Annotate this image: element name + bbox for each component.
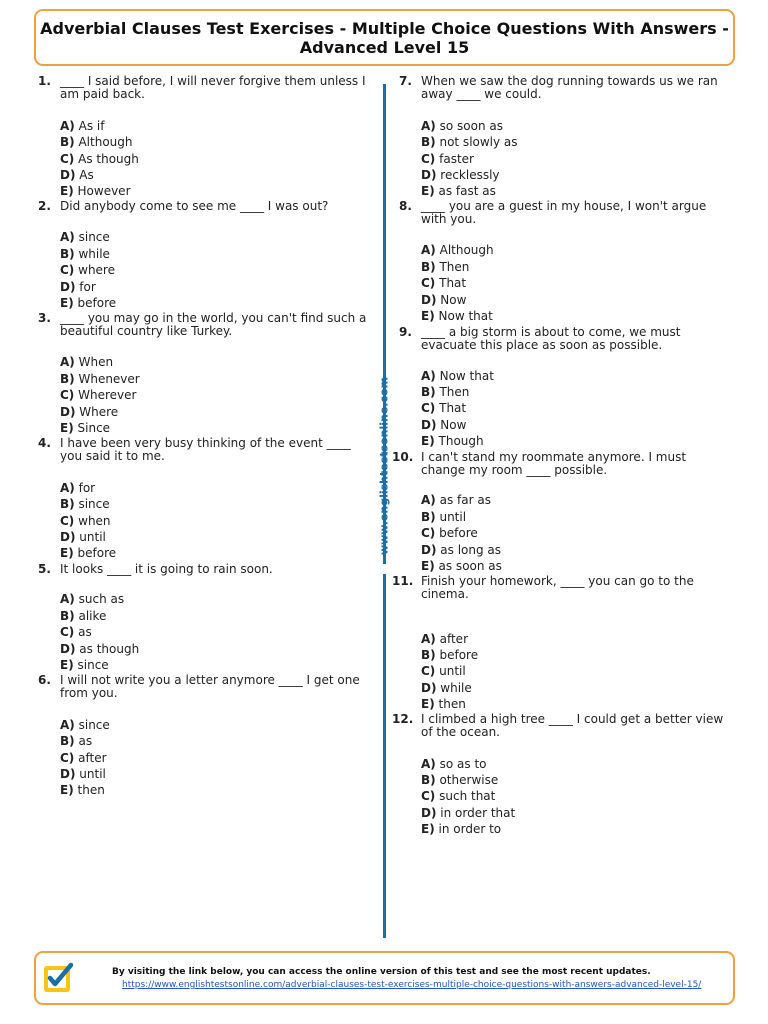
option-text: after <box>78 751 107 765</box>
answer-option[interactable] <box>60 373 140 386</box>
option-letter: D) <box>421 168 437 182</box>
option-letter: B) <box>60 609 75 623</box>
option-letter: E) <box>421 309 435 323</box>
answer-option[interactable] <box>421 790 495 803</box>
option-text: Then <box>439 260 470 274</box>
question-number: 1. <box>38 74 51 88</box>
option-letter: E) <box>60 184 74 198</box>
option-text: until <box>439 510 467 524</box>
answer-option[interactable] <box>60 153 139 166</box>
option-letter: B) <box>60 734 75 748</box>
answer-option[interactable] <box>421 665 466 678</box>
option-text: not slowly as <box>439 135 518 149</box>
option-text: As if <box>78 119 105 133</box>
option-letter: E) <box>60 296 74 310</box>
option-text: after <box>439 632 468 646</box>
option-letter: D) <box>60 767 76 781</box>
option-text: before <box>439 648 479 662</box>
answer-option[interactable] <box>421 494 491 507</box>
option-letter: D) <box>60 405 76 419</box>
answer-option[interactable] <box>421 758 486 771</box>
option-text: as <box>78 734 93 748</box>
option-letter: A) <box>421 493 436 507</box>
option-text: When <box>78 355 114 369</box>
option-letter: D) <box>60 280 76 294</box>
option-text: Though <box>438 434 484 448</box>
option-letter: B) <box>421 773 436 787</box>
option-text: as soon as <box>438 559 502 573</box>
answer-option[interactable] <box>60 610 106 623</box>
answer-option[interactable] <box>60 422 110 435</box>
option-text: as far as <box>439 493 491 507</box>
answer-option[interactable] <box>60 593 124 606</box>
option-letter: C) <box>60 263 75 277</box>
question-number: 12. <box>392 712 414 726</box>
answer-option[interactable] <box>421 633 468 646</box>
answer-option[interactable] <box>60 482 95 495</box>
option-text: Wherever <box>78 388 137 402</box>
answer-option[interactable] <box>60 406 118 419</box>
option-letter: E) <box>60 421 74 435</box>
option-text: for <box>78 481 96 495</box>
option-text: such that <box>439 789 496 803</box>
answer-option[interactable] <box>421 294 466 307</box>
option-letter: D) <box>421 806 437 820</box>
answer-option[interactable] <box>60 185 131 198</box>
question-text: ____ I said before, I will never forgive them unless I am paid back. <box>60 74 366 101</box>
answer-option[interactable] <box>421 370 494 383</box>
option-text: However <box>77 184 131 198</box>
option-letter: C) <box>60 152 75 166</box>
option-text: since <box>78 230 110 244</box>
watermark: www.englishtestsonline.com <box>377 376 391 556</box>
question-text: It looks ____ it is going to rain soon. <box>60 562 273 576</box>
option-letter: A) <box>60 355 75 369</box>
option-letter: D) <box>421 293 437 307</box>
option-text: where <box>78 263 115 277</box>
answer-option[interactable] <box>421 823 501 836</box>
option-text: while <box>78 247 110 261</box>
option-text: then <box>438 697 466 711</box>
answer-option[interactable] <box>421 136 518 149</box>
question-number: 8. <box>399 199 412 213</box>
option-text: as <box>78 625 92 639</box>
option-text: otherwise <box>439 773 499 787</box>
answer-option[interactable] <box>421 682 472 695</box>
answer-option[interactable] <box>421 310 493 323</box>
answer-option[interactable] <box>60 231 110 244</box>
option-letter: C) <box>421 152 436 166</box>
option-letter: D) <box>421 543 437 557</box>
option-letter: C) <box>421 401 436 415</box>
answer-option[interactable] <box>421 698 466 711</box>
option-letter: A) <box>60 592 75 606</box>
option-letter: B) <box>60 497 75 511</box>
option-letter: C) <box>421 276 436 290</box>
option-text: Although <box>78 135 133 149</box>
answer-option[interactable] <box>60 643 139 656</box>
option-letter: B) <box>60 372 75 386</box>
option-letter: D) <box>60 530 76 544</box>
option-letter: B) <box>421 135 436 149</box>
answer-option[interactable] <box>421 120 503 133</box>
answer-option[interactable] <box>60 389 136 402</box>
option-text: Now that <box>439 369 494 383</box>
answer-option[interactable] <box>60 281 96 294</box>
answer-option[interactable] <box>60 264 115 277</box>
answer-option[interactable] <box>421 169 500 182</box>
option-letter: B) <box>421 510 436 524</box>
option-text: until <box>439 664 466 678</box>
option-text: when <box>78 514 111 528</box>
option-letter: D) <box>421 418 437 432</box>
option-letter: C) <box>60 625 75 639</box>
answer-option[interactable] <box>421 544 501 557</box>
answer-option[interactable] <box>421 511 466 524</box>
answer-option[interactable] <box>421 277 466 290</box>
option-letter: D) <box>421 681 437 695</box>
question-number: 6. <box>38 673 51 687</box>
option-letter: E) <box>60 546 74 560</box>
answer-option[interactable] <box>60 768 106 781</box>
option-letter: A) <box>60 119 75 133</box>
question-text: Finish your homework, ____ you can go to the cinema. <box>421 574 694 601</box>
option-text: in order that <box>440 806 516 820</box>
question-text: ____ a big storm is about to come, we must evacuate this place as soon as possible. <box>421 325 681 352</box>
question-number: 3. <box>38 311 51 325</box>
question-text: ____ you are a guest in my house, I won't argue with you. <box>421 199 707 226</box>
option-text: Now that <box>438 309 493 323</box>
option-text: so soon as <box>439 119 503 133</box>
answer-option[interactable] <box>60 169 94 182</box>
option-text: before <box>77 546 117 560</box>
option-letter: A) <box>60 718 75 732</box>
option-letter: B) <box>421 385 436 399</box>
answer-option[interactable] <box>60 719 110 732</box>
option-text: since <box>78 497 110 511</box>
question-text: When we saw the dog running towards us we ran away ____ we could. <box>421 74 718 101</box>
option-letter: C) <box>421 789 436 803</box>
title-box <box>34 9 735 66</box>
option-letter: D) <box>60 168 76 182</box>
answer-option[interactable] <box>421 261 469 274</box>
option-text: as long as <box>440 543 502 557</box>
option-letter: A) <box>60 230 75 244</box>
option-text: as though <box>79 642 140 656</box>
option-text: until <box>79 767 106 781</box>
question-number: 7. <box>399 74 412 88</box>
option-text: then <box>77 783 105 797</box>
answer-option[interactable] <box>60 752 107 765</box>
option-letter: C) <box>421 526 436 540</box>
option-text: in order to <box>438 822 502 836</box>
page-title: Adverbial Clauses Test Exercises - Multiple Choice Questions With Answers - Advanced Level 15 <box>40 18 729 57</box>
option-letter: B) <box>421 648 436 662</box>
option-text: until <box>79 530 106 544</box>
option-letter: E) <box>421 559 435 573</box>
option-letter: D) <box>60 642 76 656</box>
option-text: since <box>78 718 110 732</box>
option-letter: E) <box>60 783 74 797</box>
question-text: I climbed a high tree ____ I could get a better view of the ocean. <box>421 712 724 739</box>
question-text: Did anybody come to see me ____ I was out? <box>60 199 329 213</box>
question-text: I will not write you a letter anymore ____ I get one from you. <box>60 673 360 700</box>
option-letter: E) <box>421 184 435 198</box>
option-letter: C) <box>60 751 75 765</box>
option-text: for <box>79 280 96 294</box>
question-text: I can't stand my roommate anymore. I must change my room ____ possible. <box>421 450 687 477</box>
answer-option[interactable] <box>421 402 466 415</box>
option-letter: B) <box>60 135 75 149</box>
option-text: Then <box>439 385 470 399</box>
answer-option[interactable] <box>60 498 110 511</box>
option-letter: E) <box>421 434 435 448</box>
footer-box <box>34 951 735 1005</box>
question-number: 2. <box>38 199 51 213</box>
option-text: As though <box>78 152 139 166</box>
option-letter: A) <box>421 757 436 771</box>
option-text: so as to <box>439 757 487 771</box>
answer-option[interactable] <box>421 244 494 257</box>
answer-option[interactable] <box>421 419 466 432</box>
option-letter: E) <box>60 658 74 672</box>
answer-option[interactable] <box>421 807 515 820</box>
question-number: 10. <box>392 450 414 464</box>
option-letter: C) <box>60 388 75 402</box>
option-text: Although <box>439 243 494 257</box>
option-letter: A) <box>421 243 436 257</box>
option-text: That <box>439 401 467 415</box>
answer-option[interactable] <box>60 735 92 748</box>
option-text: as fast as <box>438 184 496 198</box>
answer-option[interactable] <box>60 297 116 310</box>
answer-option[interactable] <box>60 626 92 639</box>
answer-option[interactable] <box>60 356 113 369</box>
option-letter: C) <box>60 514 75 528</box>
option-text: recklessly <box>440 168 500 182</box>
option-text: such as <box>78 592 125 606</box>
answer-option[interactable] <box>60 515 111 528</box>
answer-option[interactable] <box>421 774 498 787</box>
question-number: 11. <box>392 574 414 588</box>
answer-option[interactable] <box>421 435 484 448</box>
option-letter: A) <box>421 119 436 133</box>
question-number: 9. <box>399 325 412 339</box>
answer-option[interactable] <box>421 185 496 198</box>
answer-option[interactable] <box>421 386 469 399</box>
answer-option[interactable] <box>60 547 116 560</box>
option-text: since <box>77 658 109 672</box>
option-text: alike <box>78 609 107 623</box>
option-text: Since <box>77 421 111 435</box>
option-text: As <box>79 168 94 182</box>
footer-link[interactable]: https://www.englishtestsonline.com/adverbial-clauses-test-exercises-multiple-choice-questions-with-answers-advanced-level-15/ <box>122 980 702 990</box>
question-text: I have been very busy thinking of the event ____ you said it to me. <box>60 436 351 463</box>
answer-option[interactable] <box>60 136 133 149</box>
answer-option[interactable] <box>421 560 502 573</box>
option-letter: A) <box>421 632 436 646</box>
answer-option[interactable] <box>60 784 105 797</box>
option-letter: C) <box>421 664 436 678</box>
option-letter: A) <box>60 481 75 495</box>
option-text: faster <box>439 152 474 166</box>
question-text: ____ you may go in the world, you can't find such a beautiful country like Turkey. <box>60 311 367 338</box>
option-text: That <box>439 276 467 290</box>
option-letter: E) <box>421 697 435 711</box>
option-text: while <box>440 681 472 695</box>
answer-option[interactable] <box>60 248 110 261</box>
option-letter: B) <box>421 260 436 274</box>
divider-gap <box>380 564 389 574</box>
option-text: before <box>77 296 117 310</box>
question-number: 5. <box>38 562 51 576</box>
footer-text: By visiting the link below, you can access the online version of this test and see the most recent updates. <box>112 967 651 977</box>
answer-option[interactable] <box>421 527 478 540</box>
option-letter: B) <box>60 247 75 261</box>
question-number: 4. <box>38 436 51 450</box>
option-text: before <box>439 526 478 540</box>
option-text: Now <box>440 293 467 307</box>
option-letter: A) <box>421 369 436 383</box>
answer-option[interactable] <box>421 153 474 166</box>
option-text: Where <box>79 405 119 419</box>
option-letter: E) <box>421 822 435 836</box>
answer-option[interactable] <box>421 649 478 662</box>
option-text: Whenever <box>78 372 140 386</box>
checkbox-check-icon <box>42 962 74 994</box>
answer-option[interactable] <box>60 531 106 544</box>
answer-option[interactable] <box>60 120 104 133</box>
option-text: Now <box>440 418 467 432</box>
answer-option[interactable] <box>60 659 109 672</box>
